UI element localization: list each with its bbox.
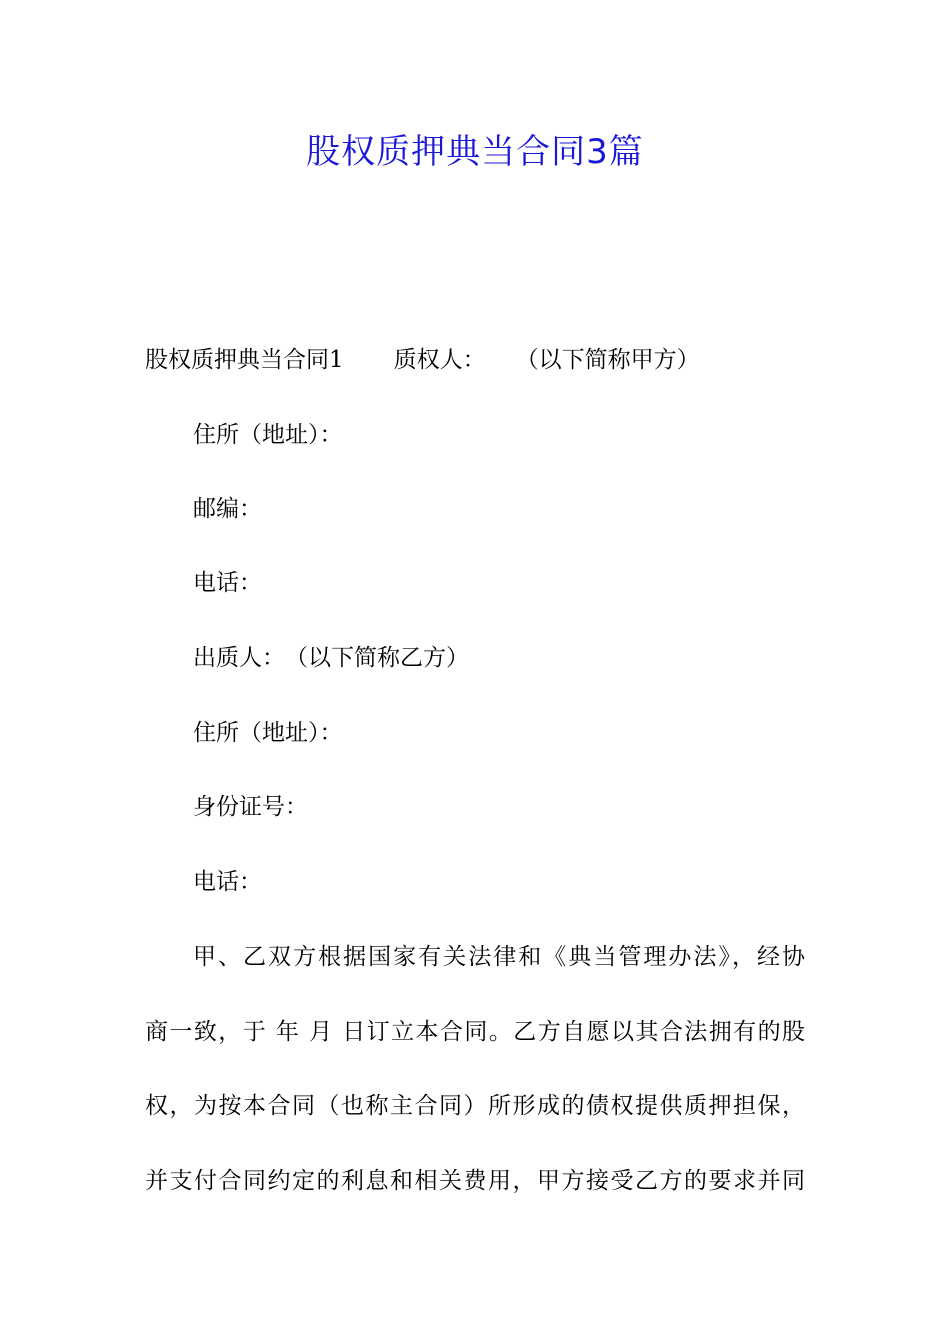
paragraph-line: 权，为按本合同（也称主合同）所形成的债权提供质押担保， [145, 1093, 805, 1119]
pledgor-address-field: 住所（地址）： [193, 720, 343, 746]
contract-heading-line [145, 344, 700, 376]
pledgor-phone-field: 电话： [193, 869, 262, 895]
paragraph-line: 商一致，于 年 月 日订立本合同。乙方自愿以其合法拥有的股 [145, 1019, 805, 1045]
pledgee-address-field: 住所（地址）： [193, 422, 343, 448]
paragraph-line: 甲、乙双方根据国家有关法律和《典当管理办法》，经协 [193, 944, 805, 970]
pledgor-id-number-field: 身份证号： [193, 794, 308, 820]
pledgee-alias: （以下简称甲方） [515, 347, 700, 373]
contract-name: 股权质押典当合同1 [145, 347, 344, 373]
paragraph-line: 并支付合同约定的利息和相关费用，甲方接受乙方的要求并同 [145, 1168, 805, 1194]
pledgee-postcode-field: 邮编： [193, 496, 262, 522]
pledgee-phone-field: 电话： [193, 570, 262, 596]
pledgee-label: 质权人： [393, 347, 486, 373]
pledgor-field: 出质人： （以下简称乙方） [193, 645, 469, 671]
document-title: 股权质押典当合同3篇 [306, 132, 644, 172]
